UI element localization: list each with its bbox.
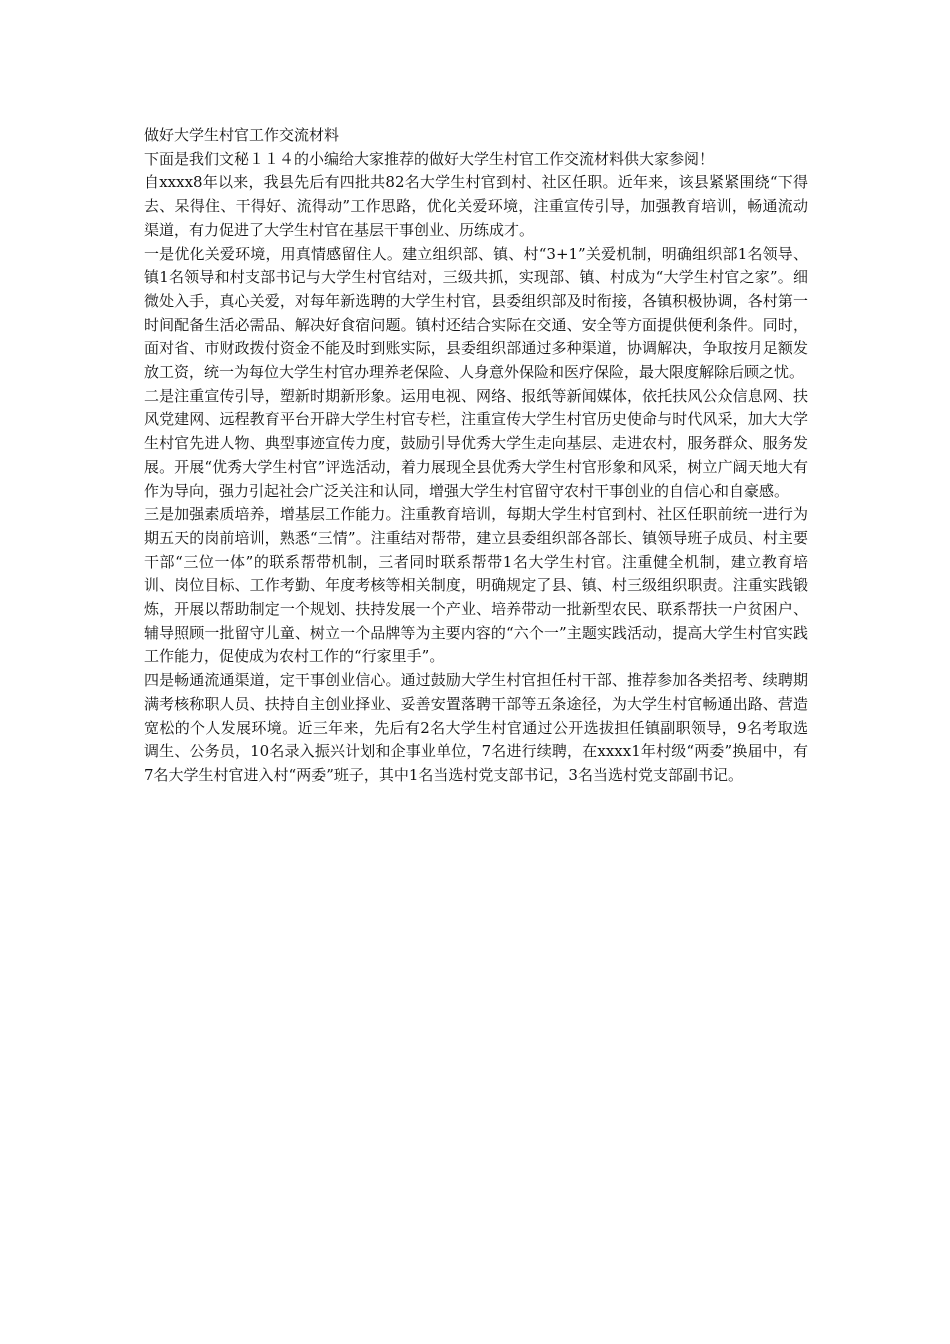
paragraph-training: 三是加强素质培养，增基层工作能力。注重教育培训，每期大学生村官到村、社区任职前统一进行为期五天的岗前培训，熟悉“三情”。注重结对帮带，建立县委组织部各部长、镇领导班子成员、村主要干部“三位一体”的联系帮带机制，三者同时联系帮带1名大学生村官。注重健全机制，建立教育培训、岗位目标、工作考勤、年度考核等相关制度，明确规定了县、镇、村三级组织职责。注重实践锻炼，开展以帮助制定一个规划、扶持发展一个产业、培养带动一批新型农民、联系帮扶一户贫困户、辅导照顾一批留守儿童、树立一个品牌等为主要内容的“六个一”主题实践活动，提高大学生村官实践工作能力，促使成为农村工作的“行家里手”。 <box>144 505 808 666</box>
paragraph-publicity: 二是注重宣传引导，塑新时期新形象。运用电视、网络、报纸等新闻媒体，依托扶风公众信息网、扶风党建网、远程教育平台开辟大学生村官专栏，注重宣传大学生村官历史使命与时代风采，加大大学生村官先进人物、典型事迹宣传力度，鼓励引导优秀大学生走向基层、走进农村，服务群众、服务发展。开展“优秀大学生村官”评选活动，着力展现全县优秀大学生村官形象和风采，树立广阔天地大有作为导向，强力引起社会广泛关注和认同，增强大学生村官留守农村干事创业的自信心和自豪感。 <box>144 386 808 500</box>
paragraph-career-channels: 四是畅通流通渠道，定干事创业信心。通过鼓励大学生村官担任村干部、推荐参加各类招考、续聘期满考核称职人员、扶持自主创业择业、妥善安置落聘干部等五条途径，为大学生村官畅通出路、营造宽松的个人发展环境。近三年来，先后有2名大学生村官通过公开选拔担任镇副职领导，9名考取选调生、公务员，10名录入振兴计划和企事业单位，7名进行续聘，在xxxx1年村级“两委”换届中，有7名大学生村官进入村“两委”班子，其中1名当选村党支部书记，3名当选村党支部副书记。 <box>144 671 808 784</box>
document-title: 做好大学生村官工作交流材料 <box>144 126 340 144</box>
paragraph-overview: 自xxxx8年以来，我县先后有四批共82名大学生村官到村、社区任职。近年来，该县紧紧围绕“下得去、呆得住、干得好、流得动”工作思路，优化关爱环境，注重宣传引导，加强教育培训，畅通流动渠道，有力促进了大学生村官在基层干事创业、历练成才。 <box>144 173 808 239</box>
document-body <box>144 124 808 788</box>
paragraph-care-environment: 一是优化关爱环境，用真情感留住人。建立组织部、镇、村“3+1”关爱机制，明确组织部1名领导、镇1名领导和村支部书记与大学生村官结对，三级共抓，实现部、镇、村成为“大学生村官之家”。细微处入手，真心关爱，对每年新选聘的大学生村官，县委组织部及时衔接，各镇积极协调，各村第一时间配备生活必需品、解决好食宿问题。镇村还结合实际在交通、安全等方面提供便利条件。同时，面对省、市财政拨付资金不能及时到账实际，县委组织部通过多种渠道，协调解决，争取按月足额发放工资，统一为每位大学生村官办理养老保险、人身意外保险和医疗保险，最大限度解除后顾之忧。 <box>144 244 808 382</box>
intro-paragraph: 下面是我们文秘１１４的小编给大家推荐的做好大学生村官工作交流材料供大家参阅！ <box>144 149 715 168</box>
